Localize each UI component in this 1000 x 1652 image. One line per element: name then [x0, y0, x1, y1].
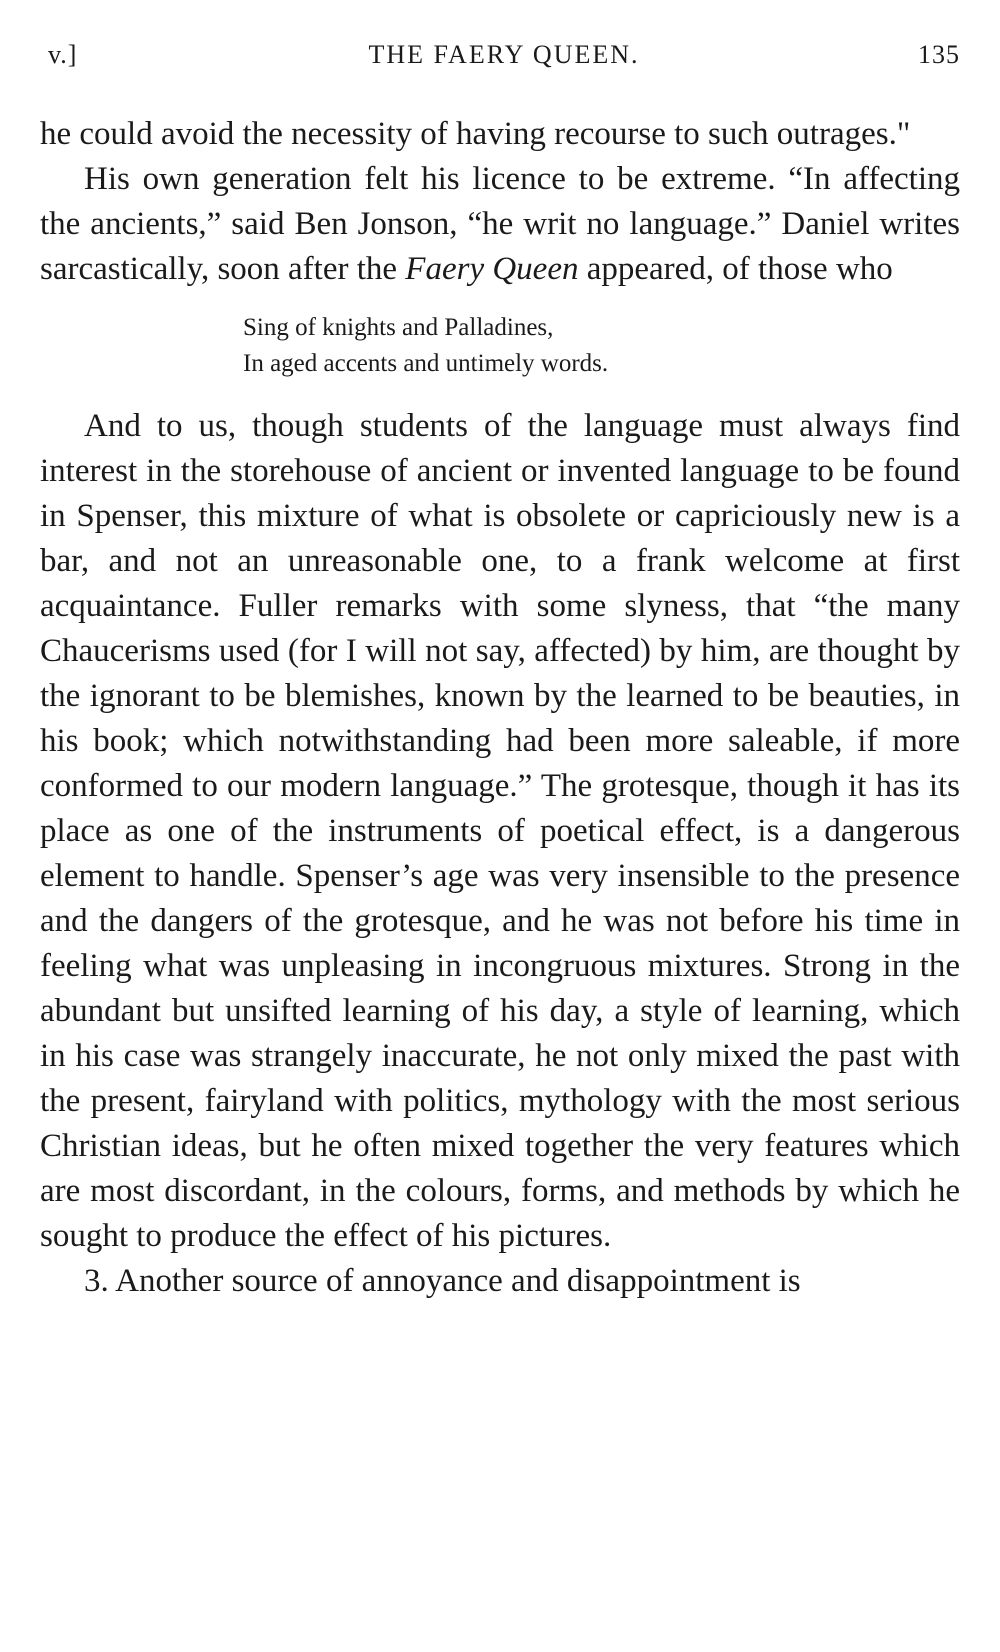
paragraph-text: appeared, of those who [578, 251, 893, 287]
running-head [48, 40, 960, 80]
verse-line: In aged accents and untimely words. [243, 350, 609, 377]
paragraph-grotesque: And to us, though students of the language must always find interest in the storehouse of ancient or invented language to be found in Spenser, this mixture of what is obsolete or capriciously new is a bar, and not an unreasonable one, to a frank welcome at first acquaintance. Fuller remarks with some slyness, that “the many Chaucerisms used (for I will not say, affected) by him, are thought by the ignorant to be blemishes, known by the learned to be beauties, in his book; which notwithstanding had been more saleable, if more conformed to our modern language.” The grotesque, though it has its place as one of the instruments of poetical effect, is a dangerous element to handle. Spenser’s age was very insensible to the presence and the dangers of the grotesque, and he was not before his time in feeling what was unpleasing in incongruous mixtures. Strong in the abundant but unsifted learning of his day, a style of learning, which in his case was strangely inaccurate, he not only mixed the past with the present, fairyland with politics, mythology with the most serious Christian ideas, but he often mixed together the very features which are most discordant, in the colours, forms, and methods by which he sought to produce the effect of his pictures. [40, 408, 960, 1254]
paragraph-text: His own generation felt his licence to be extreme. “In affecting the ancients,” said Ben Jonson, “he writ no language.” Daniel writes sarcastically, soon after the [40, 161, 960, 287]
body-text [40, 112, 960, 1304]
paragraph-numbered: 3. Another source of annoyance and disappointment is [84, 1263, 801, 1299]
paragraph-continued: he could avoid the necessity of having recourse to such outrages." [40, 116, 911, 152]
chapter-marker: v.] [48, 40, 78, 69]
running-title: THE FAERY QUEEN. [368, 40, 640, 69]
italic-book-title: Faery Queen [405, 251, 579, 287]
paragraph-daniel [40, 157, 960, 292]
verse-line: Sing of knights and Palladines, [243, 314, 554, 341]
verse-quotation [40, 310, 960, 382]
page-number: 135 [918, 40, 960, 69]
